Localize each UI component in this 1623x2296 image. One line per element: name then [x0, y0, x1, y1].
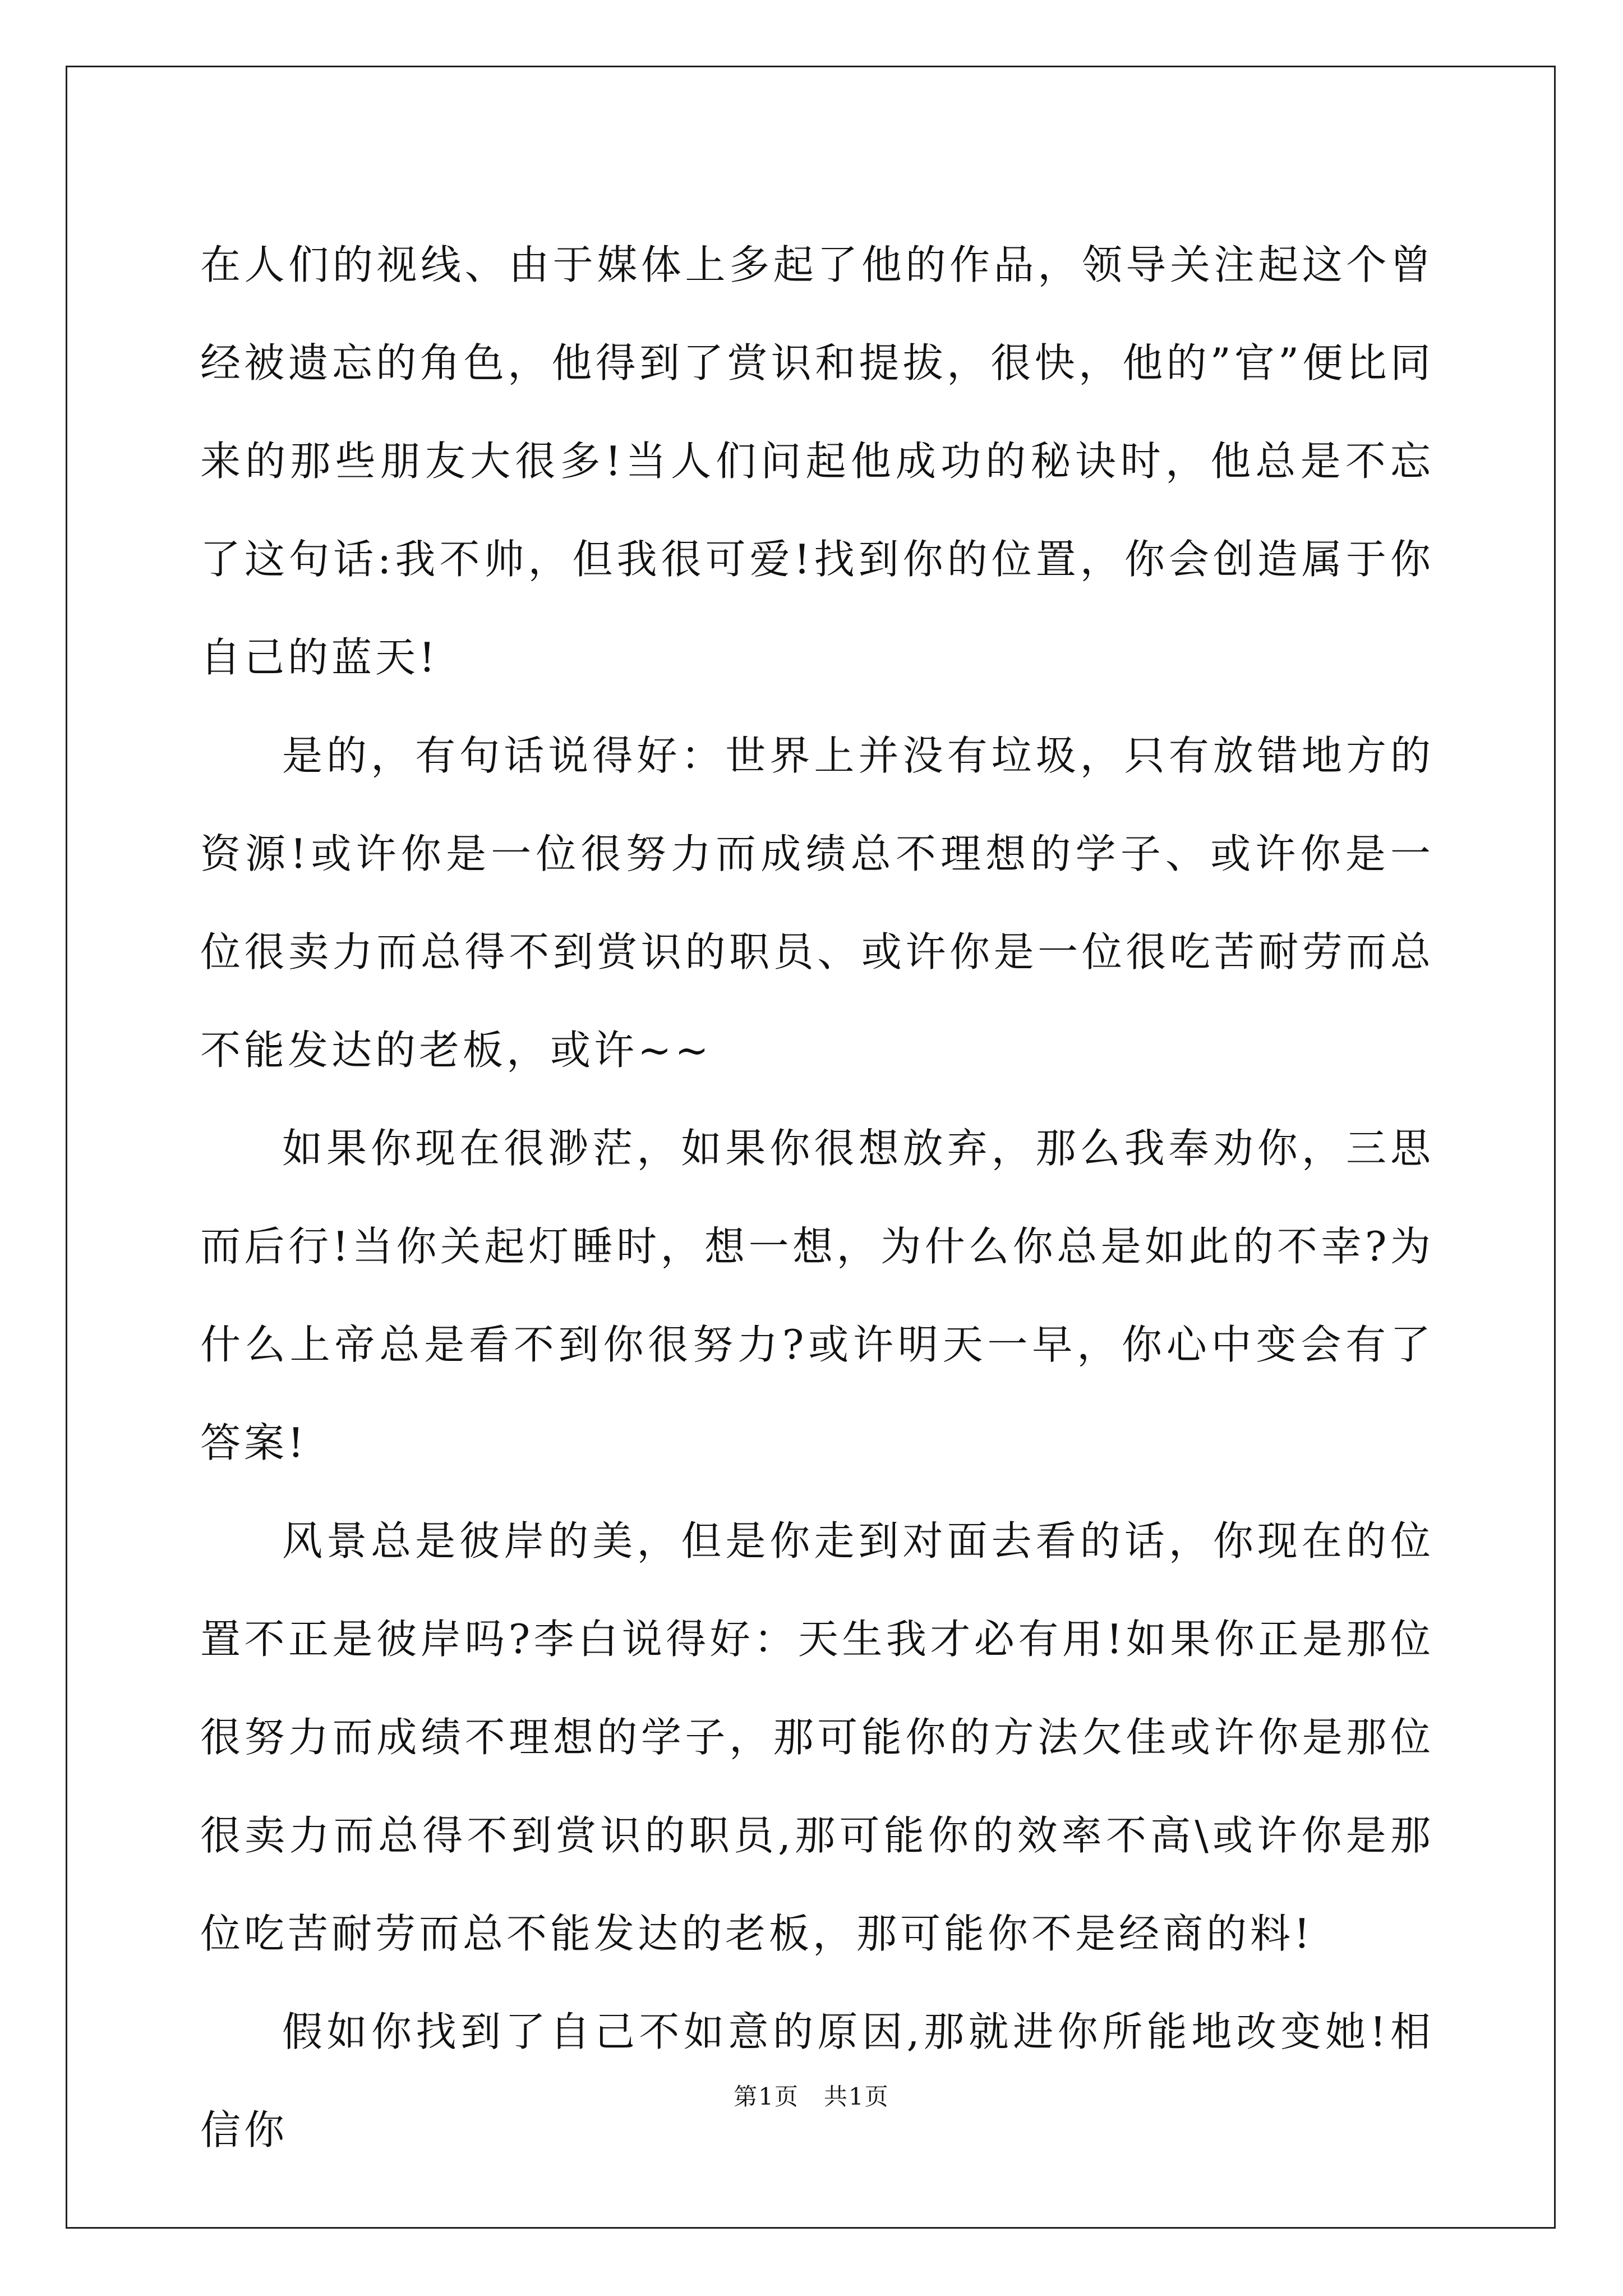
paragraph-2: 是的，有句话说得好：世界上并没有垃圾，只有放错地方的资源!或许你是一位很努力而成绩总不理想的学子、或许你是一位很卖力而总得不到赏识的职员、或许你是一位很吃苦耐劳而总不能发达的老板，或许~~ — [200, 732, 1434, 1074]
paragraph-1: 在人们的视线、由于媒体上多起了他的作品，领导关注起这个曾经被遗忘的角色，他得到了赏识和提拔，很快，他的”官”便比同来的那些朋友大很多!当人们问起他成功的秘诀时，他总是不忘了这句话:我不帅，但我很可爱!找到你的位置，你会创造属于你自己的蓝天! — [200, 241, 1434, 681]
paragraph-5: 假如你找到了自己不如意的原因,那就进你所能地改变她!相信你 — [200, 2008, 1434, 2154]
page-number-footer: 第1页 共1页 — [734, 2083, 889, 2110]
paragraph-3: 如果你现在很渺茫，如果你很想放弃，那么我奉劝你，三思而后行!当你关起灯睡时，想一想，为什么你总是如此的不幸?为什么上帝总是看不到你很努力?或许明天一早，你心中变会有了答案! — [200, 1125, 1434, 1466]
paragraph-4: 风景总是彼岸的美，但是你走到对面去看的话，你现在的位置不正是彼岸吗?李白说得好：天生我才必有用!如果你正是那位很努力而成绩不理想的学子，那可能你的方法欠佳或许你是那位很卖力而总得不到赏识的职员,那可能你的效率不高\或许你是那位吃苦耐劳而总不能发达的老板，那可能你不是经商的料! — [200, 1517, 1434, 1957]
document-body — [200, 216, 1434, 2179]
